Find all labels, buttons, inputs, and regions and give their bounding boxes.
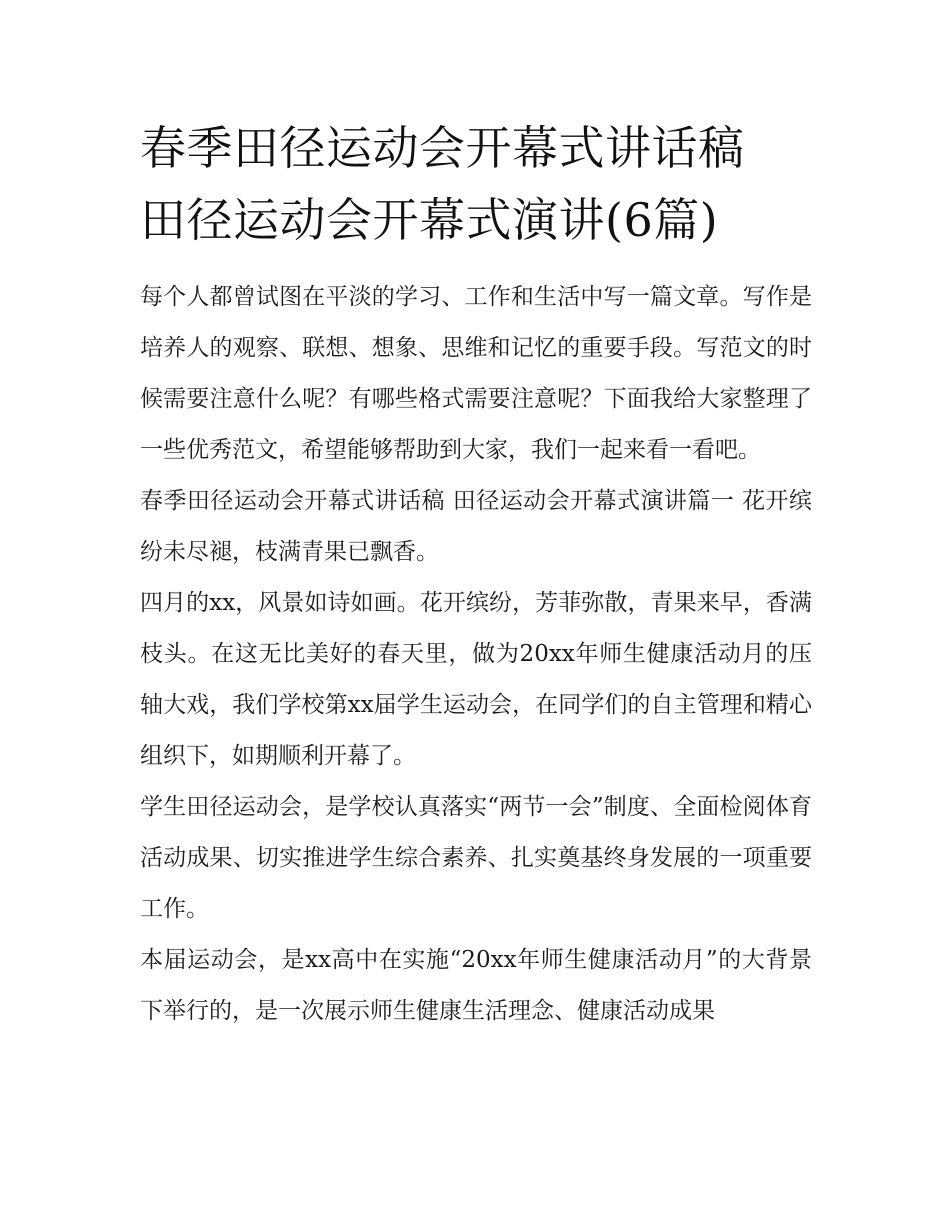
paragraph-sports-meet-purpose: 学生田径运动会，是学校认真落实“两节一会”制度、全面检阅体育活动成果、切实推进学生综合素养、扎实奠基终身发展的一项重要工作。 [140, 794, 812, 922]
title-line-2: 田径运动会开幕式演讲(6篇) [140, 193, 719, 247]
document-body [140, 112, 812, 1037]
paragraph-health-month: 本届运动会，是xx高中在实施“20xx年师生健康活动月”的大背景下举行的，是一次展示师生健康生活理念、健康活动成果 [140, 947, 812, 1024]
paragraph-april-scene: 四月的xx，风景如诗如画。花开缤纷，芳菲弥散，青果来早，香满枝头。在这无比美好的春天里，做为20xx年师生健康活动月的压轴大戏，我们学校第xx届学生运动会，在同学们的自主管理和精心组织下，如期顺利开幕了。 [140, 590, 812, 769]
title-line-1: 春季田径运动会开幕式讲话稿 [140, 121, 745, 175]
document-title [140, 112, 812, 256]
paragraph-intro: 每个人都曾试图在平淡的学习、工作和生活中写一篇文章。写作是培养人的观察、联想、想象、思维和记忆的重要手段。写范文的时候需要注意什么呢？有哪些格式需要注意呢？下面我给大家整理了一些优秀范文，希望能够帮助到大家，我们一起来看一看吧。 [140, 284, 812, 463]
paragraph-section-one-heading: 春季田径运动会开幕式讲话稿 田径运动会开幕式演讲篇一 花开缤纷未尽褪，枝满青果已飘香。 [140, 488, 812, 565]
